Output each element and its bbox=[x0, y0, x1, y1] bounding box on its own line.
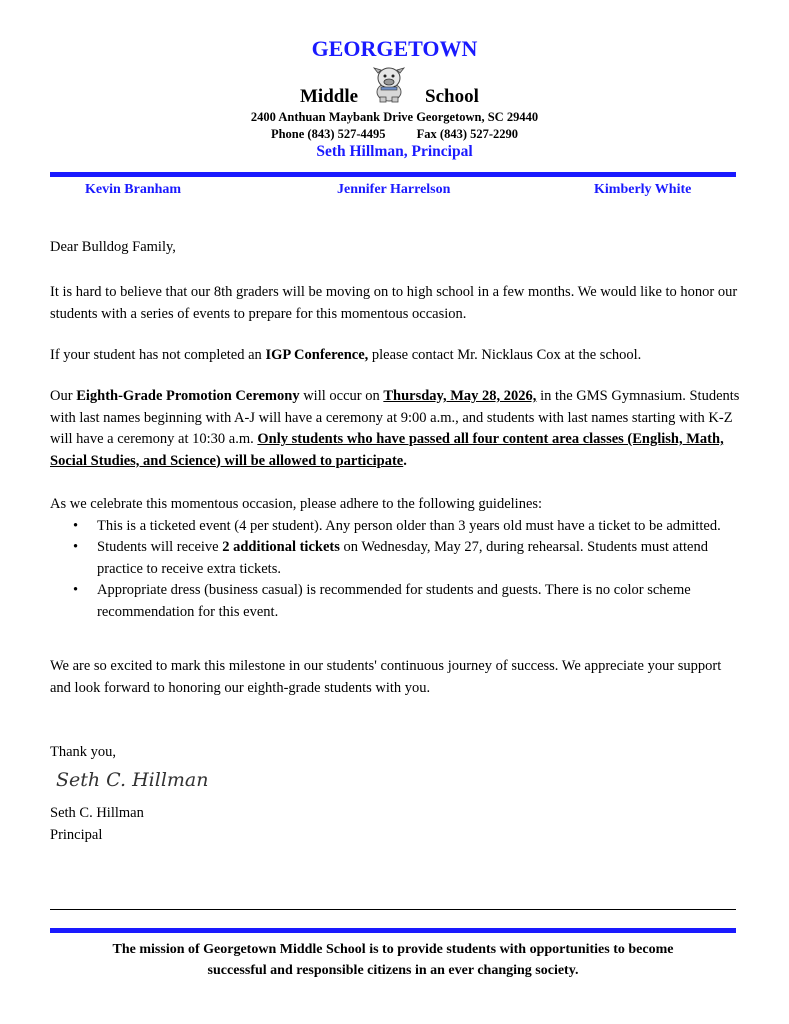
text-run: Our bbox=[50, 388, 77, 404]
signer-title: Principal bbox=[50, 827, 103, 843]
paragraph-text: It is hard to believe that our 8th graders will be moving on to high school in a few months. We would like to honor our students with a series of events to prepare for this momentous occasion. bbox=[50, 284, 738, 322]
eligibility-notice: Only students who have passed all four content area classes (English, Math, Social Studies, and Science) will be allowed to participate bbox=[50, 431, 724, 469]
footer-divider bbox=[50, 909, 736, 910]
contact-line bbox=[0, 127, 789, 142]
mission-line: The mission of Georgetown Middle School is to provide students with opportunities to become bbox=[112, 942, 674, 957]
school-name-heading: GEORGETOWN bbox=[311, 36, 478, 61]
school-word: School bbox=[425, 86, 479, 107]
mission-statement bbox=[60, 939, 726, 981]
principal-heading: Seth Hillman, Principal bbox=[316, 143, 473, 160]
signature bbox=[52, 758, 212, 798]
header-divider bbox=[50, 172, 736, 177]
guidelines-intro: As we celebrate this momentous occasion, please adhere to the following guidelines: bbox=[50, 496, 543, 512]
text-run: Appropriate dress (business casual) is recommended for students and guests. There is no color scheme recommendation for this event. bbox=[97, 582, 691, 620]
thank-you-text: Thank you, bbox=[50, 744, 117, 760]
administrator-name: Kimberly White bbox=[594, 182, 692, 197]
guidelines-section bbox=[50, 494, 740, 623]
phone-number: Phone (843) 527-4495 bbox=[270, 127, 386, 141]
paragraph-ceremony bbox=[50, 386, 740, 472]
ceremony-name: Eighth-Grade Promotion Ceremony bbox=[76, 388, 300, 404]
paragraph-intro bbox=[50, 282, 740, 325]
list-item bbox=[97, 580, 740, 623]
paragraph-closing bbox=[50, 656, 740, 699]
signer-name: Seth C. Hillman bbox=[50, 805, 144, 821]
signature-text: Seth C. Hillman bbox=[56, 769, 209, 791]
fax-number: Fax (843) 527-2290 bbox=[416, 127, 519, 141]
text-run: . bbox=[403, 452, 407, 469]
mission-line: successful and responsible citizens in an ever changing society. bbox=[207, 963, 579, 978]
text-run: This is a ticketed event (4 per student). Any person older than 3 years old must have a ticket to be admitted. bbox=[97, 517, 721, 534]
administrator-name: Kevin Branham bbox=[85, 182, 182, 197]
list-item bbox=[97, 537, 740, 580]
text-run: If your student has not completed an bbox=[50, 347, 266, 363]
text-run: please contact Mr. Nicklaus Cox at the school. bbox=[368, 347, 642, 363]
administrator-name: Jennifer Harrelson bbox=[337, 182, 451, 197]
greeting: Dear Bulldog Family, bbox=[50, 239, 176, 255]
text-run: in the GMS Gymnasium. Students with last names beginning with A-J will have a ceremony at 9:00 a.m., and students with last names starting with K-Z will have a ceremony at 10:30 a.m. bbox=[50, 388, 740, 447]
guidelines-list bbox=[50, 516, 740, 624]
text-run: Students will receive bbox=[97, 539, 223, 555]
middle-word: Middle bbox=[300, 86, 359, 107]
paragraph-igp bbox=[50, 345, 740, 367]
footer-blue-divider bbox=[50, 928, 736, 933]
text-run: on Wednesday, May 27, during rehearsal. Students must attend practice to receive extra tickets. bbox=[97, 539, 708, 577]
school-address: 2400 Anthuan Maybank Drive Georgetown, SC 29440 bbox=[250, 110, 539, 124]
bulldog-mascot-icon bbox=[368, 62, 410, 104]
additional-tickets-text: 2 additional tickets bbox=[222, 539, 340, 555]
igp-conference-text: IGP Conference, bbox=[265, 347, 369, 363]
list-item bbox=[97, 516, 740, 538]
ceremony-date: Thursday, May 28, 2026, bbox=[383, 388, 537, 404]
text-run: will occur on bbox=[299, 388, 384, 404]
paragraph-text: We are so excited to mark this milestone in our students' continuous journey of success. We appreciate your support and look forward to honoring our eighth-grade students with you. bbox=[50, 658, 722, 696]
